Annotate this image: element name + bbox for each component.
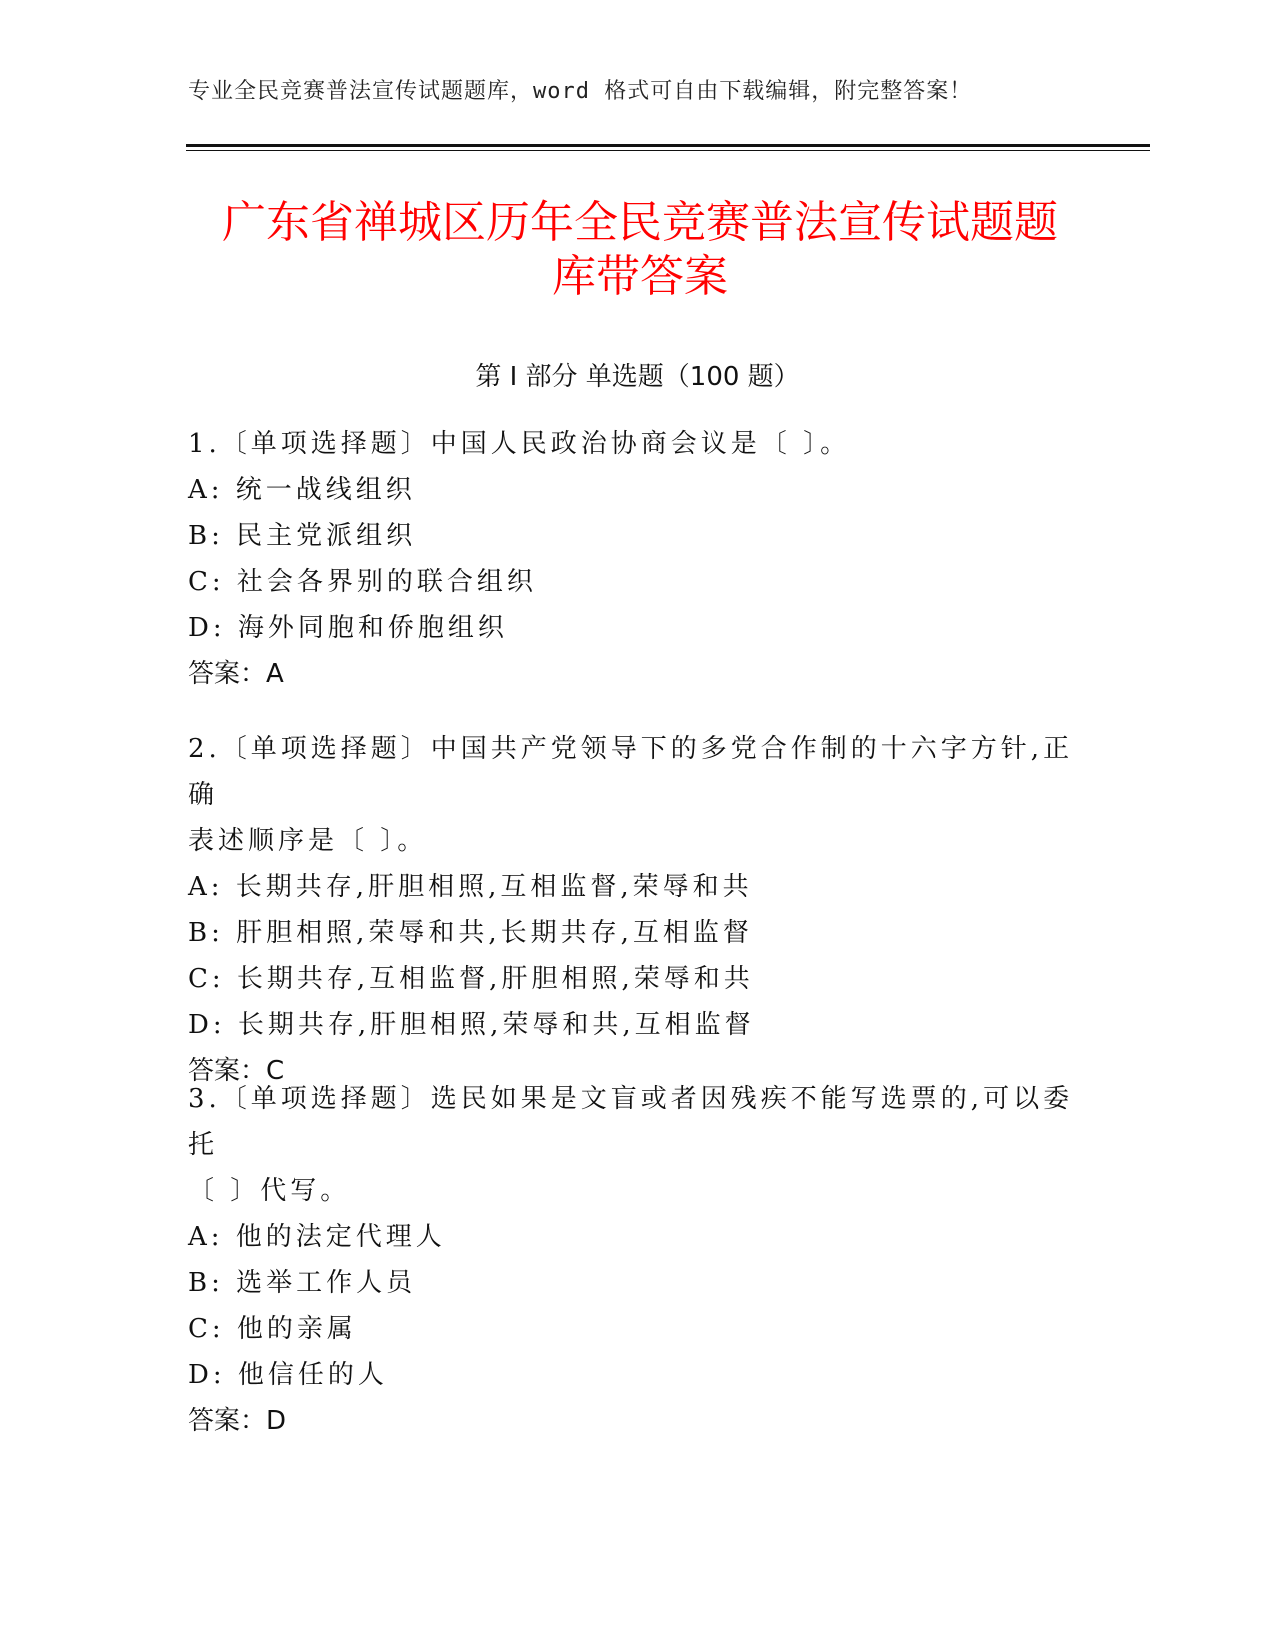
header-divider-thick xyxy=(186,144,1150,147)
page-header-note: 专业全民竞赛普法宣传试题题库，word 格式可自由下载编辑，附完整答案！ xyxy=(188,79,973,104)
answer: 答案：D xyxy=(188,1406,287,1436)
option-c: C: 社会各界别的联合组织 xyxy=(188,567,537,597)
option-b: B: 民主党派组织 xyxy=(188,521,417,551)
question-1 xyxy=(188,421,1088,697)
option-c: C: 长期共存,互相监督,肝胆相照,荣辱和共 xyxy=(188,964,754,994)
question-stem: 1.〔单项选择题〕中国人民政治协商会议是〔 〕。 xyxy=(188,429,851,459)
option-d: D: 海外同胞和侨胞组织 xyxy=(188,613,508,643)
question-stem: 2.〔单项选择题〕中国共产党领导下的多党合作制的十六字方针,正确 xyxy=(188,734,1074,810)
answer: 答案：C xyxy=(188,1056,285,1086)
title-line-2: 库带答案 xyxy=(552,251,728,302)
option-b: B: 选举工作人员 xyxy=(188,1268,417,1298)
answer: 答案：A xyxy=(188,659,284,689)
header-divider-thin xyxy=(186,150,1150,151)
question-3 xyxy=(188,1076,1088,1444)
option-d: D: 他信任的人 xyxy=(188,1360,388,1390)
option-a: A: 统一战线组织 xyxy=(188,475,416,505)
question-stem: 3.〔单项选择题〕选民如果是文盲或者因残疾不能写选票的,可以委托 xyxy=(188,1084,1074,1160)
option-c: C: 他的亲属 xyxy=(188,1314,357,1344)
document-title xyxy=(160,196,1120,304)
option-a: A: 长期共存,肝胆相照,互相监督,荣辱和共 xyxy=(188,872,753,902)
title-line-1: 广东省禅城区历年全民竞赛普法宣传试题题 xyxy=(222,197,1058,248)
option-d: D: 长期共存,肝胆相照,荣辱和共,互相监督 xyxy=(188,1010,755,1040)
option-b: B: 肝胆相照,荣辱和共,长期共存,互相监督 xyxy=(188,918,753,948)
option-a: A: 他的法定代理人 xyxy=(188,1222,446,1252)
question-stem-continued: 〔 〕代写。 xyxy=(188,1176,351,1206)
question-2 xyxy=(188,726,1088,1094)
question-stem-continued: 表述顺序是〔 〕。 xyxy=(188,826,428,856)
section-heading: 第 I 部分 单选题（100 题） xyxy=(475,362,800,392)
